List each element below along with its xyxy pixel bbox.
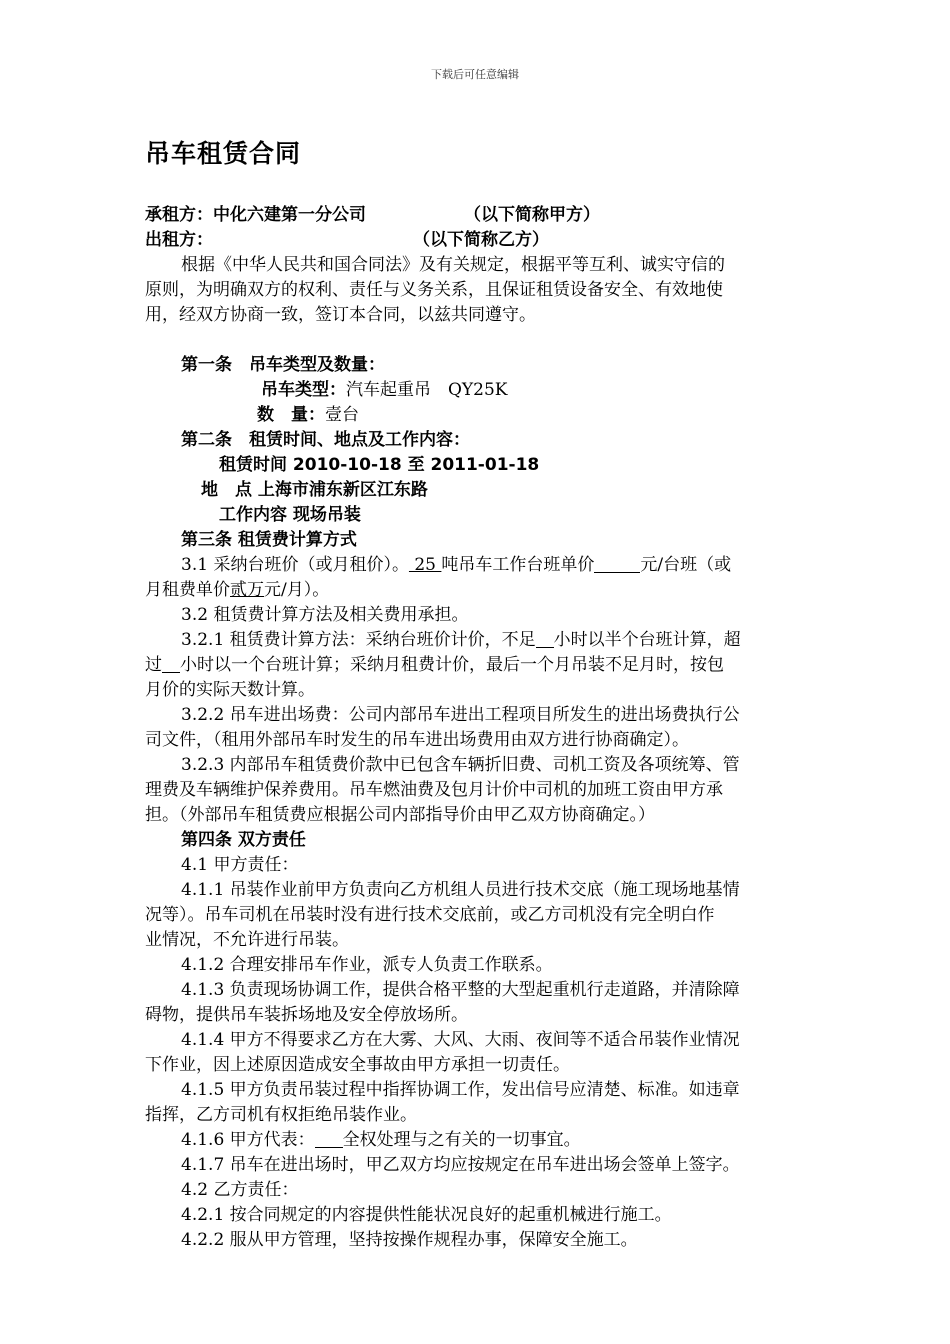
clause-3-2-3-cont: 担。（外部吊车租赁费应根据公司内部指导价由甲乙双方协商确定。） xyxy=(145,805,655,825)
clause-4-2-1: 4.2.1 按合同规定的内容提供性能状况良好的起重机械进行施工。 xyxy=(181,1205,672,1225)
clause-4-1-5: 4.1.5 甲方负责吊装过程中指挥协调工作，发出信号应清楚、标准。如违章 xyxy=(181,1080,740,1100)
crane-type-value: 汽车起重吊 QY25K xyxy=(346,380,508,400)
lessee-line xyxy=(145,200,810,225)
clause-4-1-4: 4.1.4 甲方不得要求乙方在大雾、大风、大雨、夜间等不适合吊装作业情况 xyxy=(181,1030,740,1050)
lease-place: 地 点 上海市浦东新区江东路 xyxy=(201,480,428,500)
lessor-line xyxy=(145,225,810,250)
representative-blank xyxy=(315,1130,343,1148)
clause-3-2: 3.2 租赁费计算方法及相关费用承担。 xyxy=(181,605,469,625)
clause-4-1-2: 4.1.2 合理安排吊车作业，派专人负责工作联系。 xyxy=(181,955,553,975)
clause-3-2-1-cont: 月价的实际天数计算。 xyxy=(145,680,315,700)
monthly-price: 贰万 xyxy=(230,580,264,600)
clause-text: 小时以一个台班计算；采纳月租费计价，最后一个月吊装不足月时，按包 xyxy=(180,655,724,675)
work-content: 工作内容 现场吊装 xyxy=(219,505,361,525)
clause-text: 4.1.6 甲方代表： xyxy=(181,1130,315,1150)
clause-3-1-text: 月租费单价 xyxy=(145,580,230,600)
clause-4-1-5-cont: 指挥，乙方司机有权拒绝吊装作业。 xyxy=(145,1105,417,1125)
clause-text: 小时以半个台班计算，超 xyxy=(553,630,741,650)
article-3-heading: 第三条 租赁费计算方式 xyxy=(181,530,357,550)
clause-4-2: 4.2 乙方责任： xyxy=(181,1180,299,1200)
crane-tonnage: 25 xyxy=(408,555,442,575)
clause-3-1-text: 吨吊车工作台班单价 xyxy=(441,555,595,575)
article-2-heading: 第二条 租赁时间、地点及工作内容： xyxy=(181,430,470,450)
clause-3-1-cont xyxy=(145,575,810,600)
crane-quantity-label: 数 量： xyxy=(257,405,325,425)
lease-time: 租赁时间 2010-10-18 至 2011-01-18 xyxy=(219,455,540,475)
intro-line: 原则，为明确双方的权利、责任与义务关系，且保证租赁设备安全、有效地使 xyxy=(145,280,723,300)
clause-3-2-1 xyxy=(145,625,846,650)
lessee-alias: （以下简称甲方） xyxy=(464,205,600,225)
clause-3-2-3: 3.2.3 内部吊车租赁费价款中已包含车辆折旧费、司机工资及各项统筹、管 xyxy=(181,755,740,775)
intro-line: 用，经双方协商一致，签订本合同，以兹共同遵守。 xyxy=(145,305,536,325)
clause-4-1-4-cont: 下作业，因上述原因造成安全事故由甲方承担一切责任。 xyxy=(145,1055,570,1075)
clause-4-1-3-cont: 碍物，提供吊车装拆场地及安全停放场所。 xyxy=(145,1005,468,1025)
clause-3-2-1-cont xyxy=(145,650,810,675)
clause-4-1: 4.1 甲方责任： xyxy=(181,855,299,875)
clause-4-2-2: 4.2.2 服从甲方管理，坚持按操作规程办事，保障安全施工。 xyxy=(181,1230,638,1250)
unit-price-blank xyxy=(594,555,640,573)
lessor-name: 出租方： xyxy=(145,230,213,250)
clause-4-1-7: 4.1.7 吊车在进出场时，甲乙双方均应按规定在吊车进出场会签单上签字。 xyxy=(181,1155,740,1175)
clause-4-1-1: 4.1.1 吊装作业前甲方负责向乙方机组人员进行技术交底（施工现场地基情 xyxy=(181,880,740,900)
article-4-heading: 第四条 双方责任 xyxy=(181,830,306,850)
crane-quantity-line xyxy=(145,400,922,425)
clause-4-1-6 xyxy=(145,1125,846,1150)
clause-3-1-text: 元/台班（或 xyxy=(640,555,732,575)
clause-4-1-3: 4.1.3 负责现场协调工作，提供合格平整的大型起重机行走道路，并清除障 xyxy=(181,980,740,1000)
clause-3-2-2-cont: 司文件，（租用外部吊车时发生的吊车进出场费用由双方进行协商确定）。 xyxy=(145,730,689,750)
hours-blank xyxy=(536,630,554,648)
clause-3-1-text: 3.1 采纳台班价（或月租价）。 xyxy=(181,555,409,575)
document-title: 吊车租赁合同 xyxy=(145,139,302,168)
clause-text: 过 xyxy=(145,655,162,675)
lessee-name: 承租方：中化六建第一分公司 xyxy=(145,205,366,225)
crane-quantity-value: 壹台 xyxy=(325,405,359,425)
clause-3-1-text: 元/月）。 xyxy=(264,580,330,600)
intro-line: 根据《中华人民共和国合同法》及有关规定，根据平等互利、诚实守信的 xyxy=(181,255,725,275)
clause-3-2-3-cont: 理费及车辆维护保养费用。吊车燃油费及包月计价中司机的加班工资由甲方承 xyxy=(145,780,723,800)
clause-3-2-2: 3.2.2 吊车进出场费：公司内部吊车进出工程项目所发生的进出场费执行公 xyxy=(181,705,740,725)
clause-text: 3.2.1 租赁费计算方法：采纳台班价计价，不足 xyxy=(181,630,536,650)
hours-blank xyxy=(162,655,180,673)
article-1-heading: 第一条 吊车类型及数量： xyxy=(181,355,385,375)
clause-3-1 xyxy=(145,550,846,575)
page-header: 下载后可任意编辑 xyxy=(431,68,519,81)
lessor-alias: （以下简称乙方） xyxy=(413,230,549,250)
crane-type-label: 吊车类型： xyxy=(261,380,346,400)
crane-type-line xyxy=(145,375,926,400)
clause-4-1-1-cont: 业情况，不允许进行吊装。 xyxy=(145,930,349,950)
clause-text: 全权处理与之有关的一切事宜。 xyxy=(342,1130,581,1150)
clause-4-1-1-cont: 况等）。吊车司机在吊装时没有进行技术交底前，或乙方司机没有完全明白作 xyxy=(145,905,715,925)
